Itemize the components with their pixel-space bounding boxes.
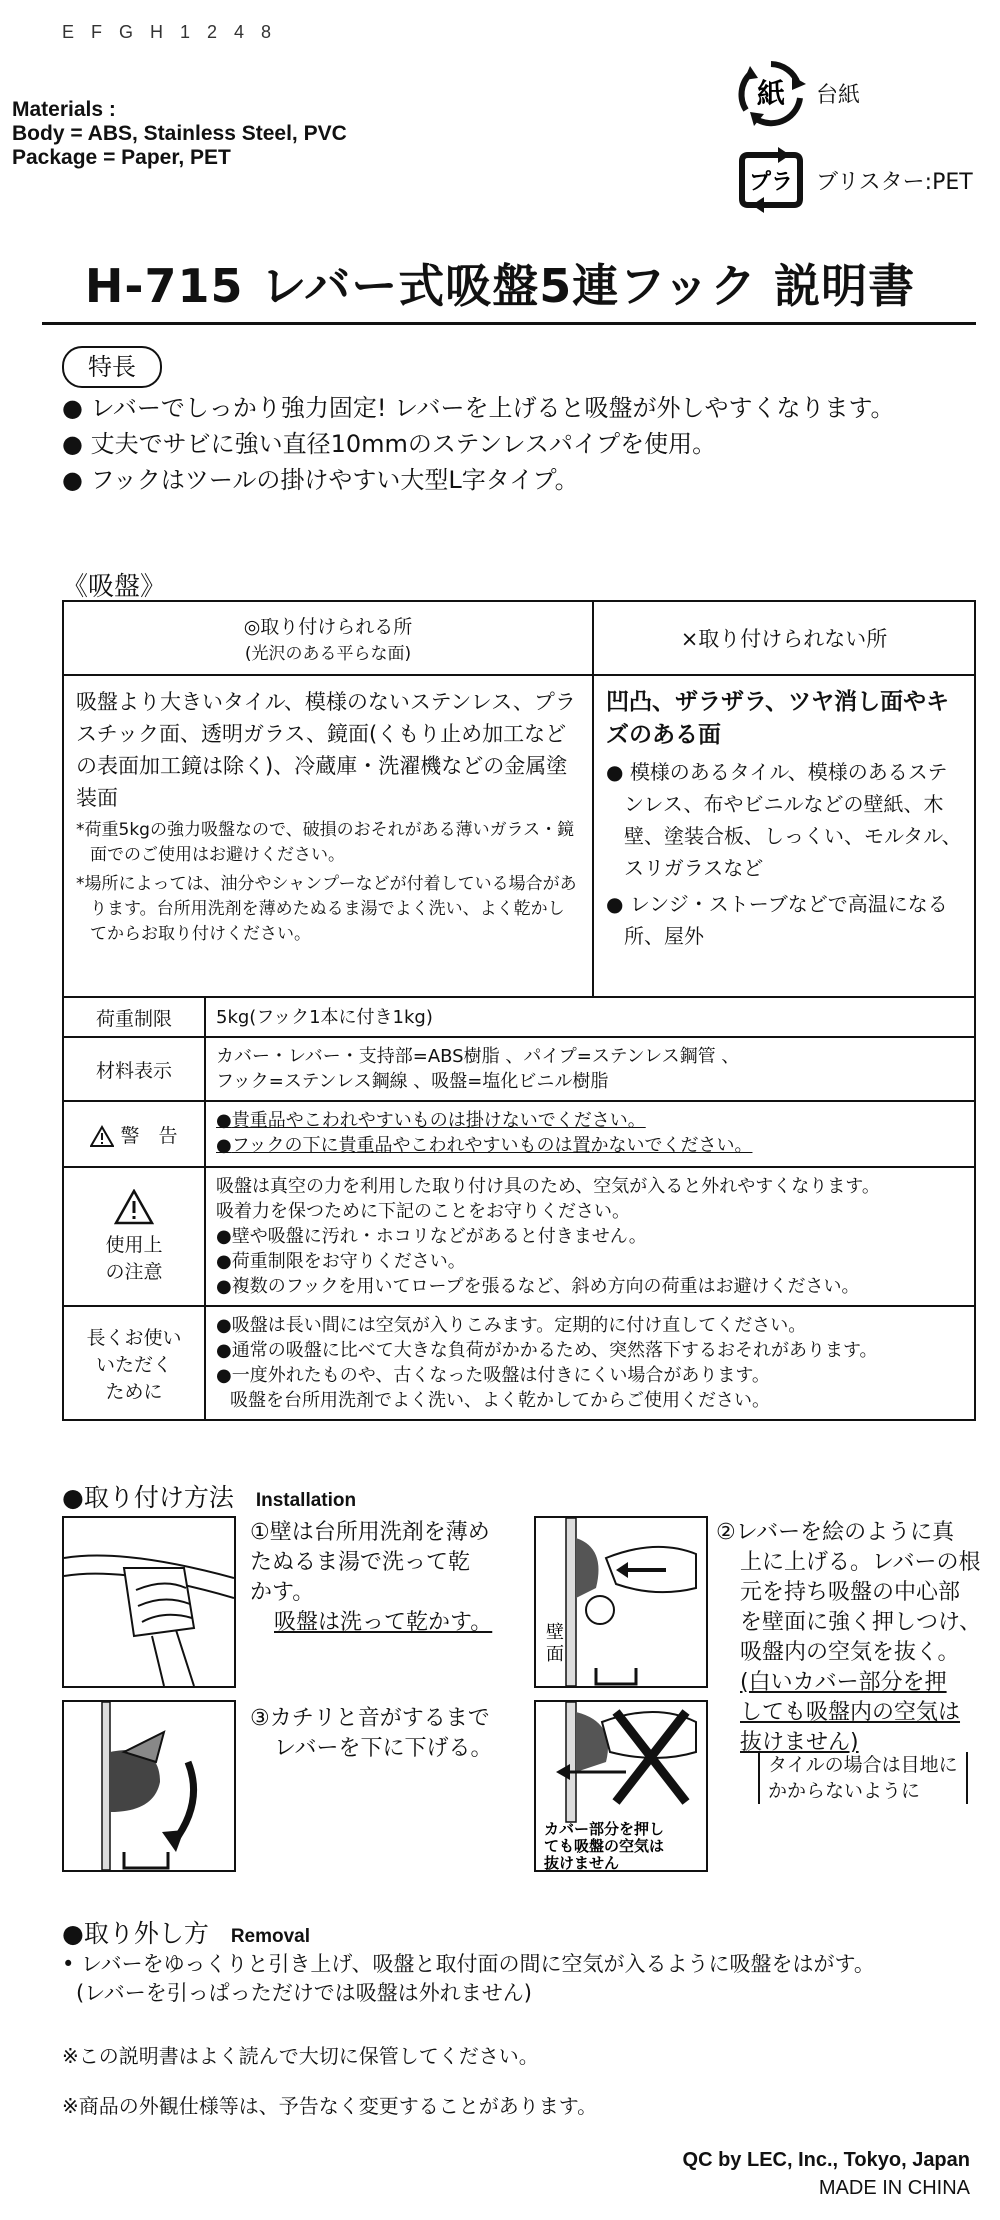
- removal-line: (レバーを引っぱっただけでは吸盤は外れません): [76, 1981, 532, 2005]
- removal-heading-jp: ●取り外し方: [62, 1919, 209, 1948]
- removal-text: [62, 1950, 875, 2008]
- warning-label-cell: [63, 1101, 205, 1167]
- step3-line: ③カチリと音がするまで: [250, 1706, 490, 1731]
- step2-ng-illustration: [534, 1700, 708, 1872]
- step3-illustration: [62, 1700, 236, 1872]
- qc-credit: QC by LEC, Inc., Tokyo, Japan: [682, 2149, 970, 2171]
- title-divider: [42, 322, 976, 325]
- paper-mark-text: 紙: [756, 77, 786, 110]
- installation-heading-jp: ●取り付け方法: [62, 1483, 234, 1512]
- wall-label: 壁: [546, 1622, 564, 1643]
- caution-item: ● 壁や吸盤に汚れ・ホコリなどがあると付きません。: [216, 1224, 964, 1249]
- longuse-label: いただく: [95, 1353, 172, 1376]
- paper-recycle-icon: [736, 58, 806, 128]
- ng-item: ● 模様のあるタイル、模様のあるステンレス、布やビニルなどの壁紙、木壁、塗装合板、しっくい、モルタル、スリガラスなど: [606, 756, 962, 884]
- installation-heading-en: Installation: [255, 1490, 357, 1511]
- step1-line: かす。: [250, 1580, 315, 1605]
- material-value: [205, 1037, 975, 1101]
- warning-item: ● フックの下に貴重品やこわれやすいものは置かないでください。: [216, 1133, 964, 1158]
- ng-caption: カバー部分を押し: [544, 1820, 665, 1838]
- ng-caption: 抜けません: [544, 1854, 620, 1872]
- caution-label: 使用上: [105, 1234, 163, 1256]
- suction-spec-table: [62, 600, 976, 1421]
- paper-recycle-label: 台紙: [816, 82, 861, 108]
- ok-note: *荷重5kgの強力吸盤なので、破損のおそれがある薄いガラス・鏡面でのご使用はお避けください。: [76, 820, 575, 865]
- longuse-label: 長くお使い: [86, 1326, 182, 1349]
- longuse-label: ために: [105, 1380, 163, 1403]
- step1-emphasis: 吸盤は洗って乾かす。: [274, 1610, 493, 1635]
- warning-icon: [90, 1125, 114, 1147]
- step1-illustration: [62, 1516, 236, 1688]
- note-keep: ※この説明書はよく読んで大切に保管してください。: [62, 2044, 539, 2068]
- page-title: H-715 レバー式吸盤5連フック 説明書: [84, 259, 916, 313]
- load-label: 荷重制限: [63, 997, 205, 1037]
- warning-value: [205, 1101, 975, 1167]
- note-spec-change: ※商品の外観仕様等は、予告なく変更することがあります。: [62, 2094, 598, 2118]
- materials-title: Materials :: [12, 98, 116, 121]
- plastic-mark-text: プラ: [748, 170, 794, 195]
- step1-line: ①壁は台所用洗剤を薄め: [250, 1520, 490, 1545]
- caution-value: [205, 1167, 975, 1306]
- longuse-item: ● 通常の吸盤に比べて大きな負荷がかかるため、突然落下するおそれがあります。: [216, 1338, 964, 1363]
- step2-emphasis: 抜けません): [740, 1730, 859, 1755]
- material-line: カバー・レバー・支持部=ABS樹脂 、パイプ=ステンレス鋼管 、: [216, 1046, 740, 1067]
- step2-line: を壁面に強く押しつけ、: [740, 1610, 982, 1635]
- features-heading: 特長: [62, 346, 162, 388]
- caution-label: の注意: [105, 1261, 163, 1283]
- ok-note: *場所によっては、油分やシャンプーなどが付着している場合があります。台所用洗剤を薄めたぬるま湯でよく洗い、よく乾かしてからお取り付けください。: [76, 874, 577, 944]
- footer: [683, 2146, 970, 2202]
- caution-intro: 吸着力を保つために下記のことをお守りください。: [216, 1201, 630, 1222]
- materials-package: Package = Paper, PET: [12, 146, 231, 169]
- caution-item: ● 複数のフックを用いてロープを張るなど、斜め方向の荷重はお避けください。: [216, 1274, 964, 1299]
- removal-heading-en: Removal: [230, 1926, 311, 1947]
- paper-recycle-mark: [736, 58, 860, 128]
- materials-body: Body = ABS, Stainless Steel, PVC: [12, 122, 347, 145]
- removal-line: • レバーをゆっくりと引き上げ、吸盤と取付面の間に空気が入るように吸盤をはがす。: [62, 1952, 875, 1976]
- removal-heading: [62, 1914, 310, 1950]
- ng-header: ×取り付けられない所: [593, 601, 975, 675]
- suction-heading: 《吸盤》: [62, 572, 167, 602]
- step2-line: 吸盤内の空気を抜く。: [740, 1640, 960, 1665]
- feature-item: ● フックはツールの掛けやすい大型L字タイプ。: [62, 462, 895, 498]
- step2-line: 元を持ち吸盤の中心部: [740, 1580, 961, 1605]
- ng-caption: ても吸盤の空気は: [544, 1837, 665, 1855]
- step2-emphasis: しても吸盤内の空気は: [740, 1700, 961, 1725]
- ng-item: ● レンジ・ストーブなどで高温になる所、屋外: [606, 888, 962, 952]
- product-code: EFGH1248: [62, 22, 289, 42]
- longuse-item: ● 吸盤は長い間には空気が入りこみます。定期的に付け直してください。: [216, 1313, 964, 1338]
- wall-label: 面: [546, 1644, 564, 1665]
- step2-line: ②レバーを絵のように真: [716, 1520, 955, 1545]
- warning-item: ● 貴重品やこわれやすいものは掛けないでください。: [216, 1108, 964, 1133]
- step2-line: 上に上げる。レバーの根: [740, 1550, 981, 1575]
- caution-item: ● 荷重制限をお守りください。: [216, 1249, 964, 1274]
- step2-illustration: [534, 1516, 708, 1688]
- step3-text: [250, 1704, 492, 1764]
- caution-label-cell: [63, 1167, 205, 1306]
- longuse-value: [205, 1306, 975, 1420]
- step1-line: たぬるま湯で洗って乾: [250, 1550, 471, 1575]
- ok-header-sub: (光沢のある平らな面): [244, 644, 412, 664]
- ok-header: ◎取り付けられる所: [243, 616, 413, 638]
- caution-icon: [114, 1189, 154, 1225]
- plastic-recycle-mark: [736, 145, 973, 215]
- tile-note-line: かからないように: [768, 1780, 921, 1802]
- step2-emphasis: (白いカバー部分を押: [740, 1670, 947, 1695]
- feature-item: ● レバーでしっかり強力固定! レバーを上げると吸盤が外しやすくなります。: [62, 390, 895, 426]
- longuse-tail: 吸盤を台所用洗剤でよく洗い、よく乾かしてからご使用ください。: [230, 1390, 770, 1411]
- ok-cell: [63, 675, 593, 997]
- material-label: 材料表示: [63, 1037, 205, 1101]
- longuse-label-cell: [63, 1306, 205, 1420]
- ng-cell: [593, 675, 975, 997]
- feature-item: ● 丈夫でサビに強い直径10mmのステンレスパイプを使用。: [62, 426, 895, 462]
- load-value: 5kg(フック1本に付き1kg): [205, 997, 975, 1037]
- ok-header-cell: [63, 601, 593, 675]
- step2-text: [716, 1518, 981, 1758]
- ok-surfaces: 吸盤より大きいタイル、模様のないステンレス、プラスチック面、透明ガラス、鏡面(くもり止め加工などの表面加工鏡は除く)、冷蔵庫・洗濯機などの金属塗装面: [76, 690, 576, 810]
- materials-block: [12, 98, 347, 170]
- plastic-recycle-label: ブリスター:PET: [816, 169, 973, 195]
- longuse-item: ● 一度外れたものや、古くなった吸盤は付きにくい場合があります。: [216, 1363, 964, 1388]
- features-list: [62, 390, 895, 498]
- caution-intro: 吸盤は真空の力を利用した取り付け具のため、空気が入ると外れやすくなります。: [216, 1176, 880, 1197]
- ng-surfaces-bold: 凹凸、ザラザラ、ツヤ消し面やキズのある面: [606, 689, 950, 748]
- material-line: フック=ステンレス鋼線 、吸盤=塩化ビニル樹脂: [216, 1071, 609, 1092]
- warning-label: 警 告: [120, 1124, 178, 1147]
- plastic-recycle-icon: [736, 145, 806, 215]
- step1-text: [250, 1518, 492, 1638]
- tile-note-line: タイルの場合は目地に: [768, 1754, 958, 1776]
- step3-line: レバーを下に下げる。: [274, 1736, 493, 1761]
- step2-tile-note: [758, 1752, 968, 1804]
- made-in: MADE IN CHINA: [818, 2177, 970, 2199]
- installation-heading: [62, 1478, 356, 1514]
